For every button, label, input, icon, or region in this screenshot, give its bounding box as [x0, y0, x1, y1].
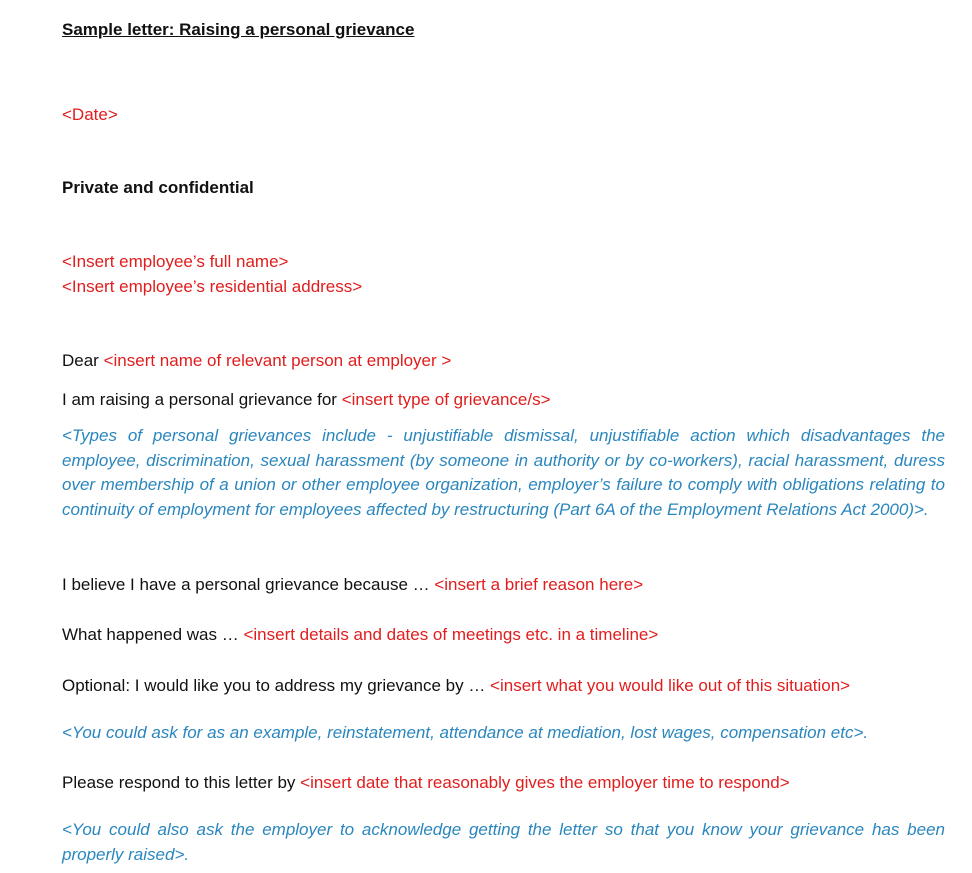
- what-happened-text: What happened was …: [62, 625, 244, 644]
- optional-text: Optional: I would like you to address my grievance by …: [62, 676, 491, 695]
- date-placeholder: <Date>: [62, 105, 118, 124]
- raising-text: I am raising a personal grievance for: [62, 390, 342, 409]
- outcome-placeholder: <insert what you would like out of this situation>: [490, 676, 851, 695]
- example-remedies-note: <You could ask for as an example, reinstatement, attendance at mediation, lost wages, compensation etc>.: [62, 723, 869, 742]
- raising-line: [62, 389, 551, 411]
- salutation-line: [62, 350, 451, 372]
- reason-line: [62, 574, 643, 596]
- employee-address-placeholder: <Insert employee’s residential address>: [62, 277, 363, 296]
- acknowledge-note: <You could also ask the employer to acknowledge getting the letter so that you know your grievance has been properly raised>.: [62, 820, 945, 864]
- salutation-text: Dear: [62, 351, 104, 370]
- letter-title: Sample letter: Raising a personal grievance: [62, 20, 415, 39]
- respond-date-placeholder: <insert date that reasonably gives the employer time to respond>: [300, 773, 790, 792]
- confidential-heading: Private and confidential: [62, 178, 254, 197]
- recipient-placeholder: <insert name of relevant person at employer >: [103, 351, 452, 370]
- timeline-placeholder: <insert details and dates of meetings etc. in a timeline>: [243, 625, 659, 644]
- respond-line: [62, 772, 790, 794]
- respond-text: Please respond to this letter by: [62, 773, 301, 792]
- grievance-types-note: <Types of personal grievances include - unjustifiable dismissal, unjustifiable action which disadvantages the employee, discrimination, sexual harassment (by someone in authority or by co-workers), racial harassment, duress over membership of a union or other employee organization, employer’s failure to comply with obligations relating to continuity of employment for employees affected by restructuring (Part 6A of the Employment Relations Act 2000)>.: [62, 426, 945, 519]
- reason-text: I believe I have a personal grievance because …: [62, 575, 435, 594]
- what-happened-line: [62, 624, 658, 646]
- grievance-type-placeholder: <insert type of grievance/s>: [341, 390, 551, 409]
- reason-placeholder: <insert a brief reason here>: [434, 575, 644, 594]
- optional-line: [62, 675, 850, 697]
- employee-name-placeholder: <Insert employee’s full name>: [62, 252, 289, 271]
